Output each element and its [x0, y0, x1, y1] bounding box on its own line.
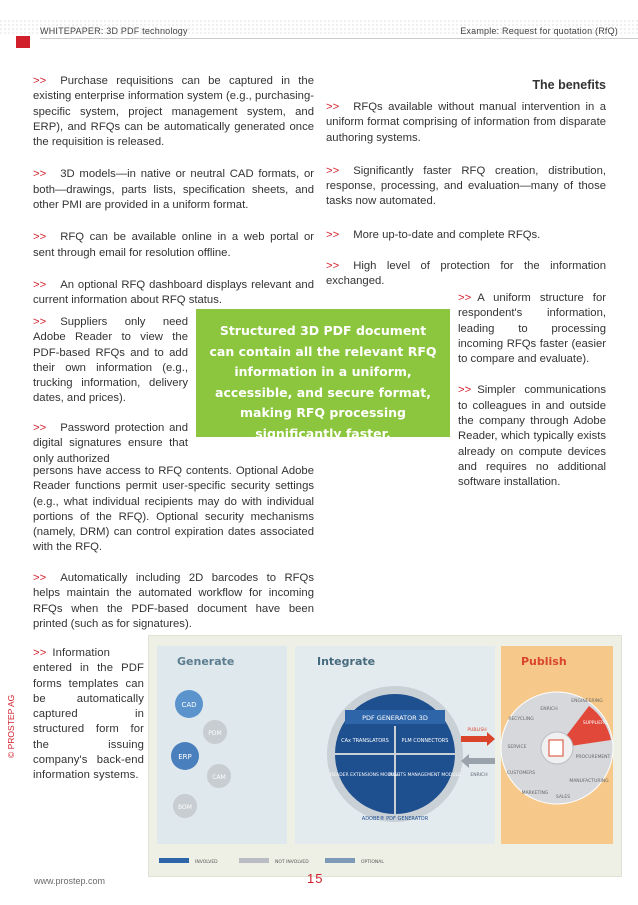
callout-text: Structured 3D PDF document can contain all the relevant RFQ information in a uniform, accessible, and secure format, making RFQ processing significantly faster.	[209, 323, 437, 441]
benefits-title: The benefits	[532, 78, 606, 92]
benefit-item: >> More up-to-date and complete RFQs.	[326, 228, 541, 241]
svg-text:PDM: PDM	[208, 730, 222, 737]
legend-not-involved: NOT INVOLVED	[275, 860, 309, 865]
hub-segment: READER EXTENSIONS MODULE	[330, 773, 400, 778]
hub-segment: PLM CONNECTORS	[401, 738, 449, 744]
callout-box	[196, 309, 450, 441]
bullet-paragraph: >> 3D models—in native or neutral CAD formats, or both—drawings, parts lists, specification sheets, and other PMI are provided in a uniform format.	[33, 168, 314, 212]
benefits-section	[326, 78, 606, 290]
publish-segment: SERVICE	[507, 745, 527, 750]
svg-text:BOM: BOM	[178, 804, 192, 811]
copyright-notice: © PROSTEP AG	[6, 694, 16, 758]
svg-text:CAM: CAM	[212, 774, 226, 781]
publish-segment: PROCUREMENT	[575, 755, 611, 760]
legend-involved-swatch	[159, 858, 189, 863]
benefit-item: >> Simpler communications to colleagues in and outside the company through Adobe Reader, which typically exists already on compute devices and requires no additional software installation.	[458, 384, 606, 489]
bullet-paragraph: >> RFQ can be available online in a web portal or sent through email for resolution offline.	[33, 231, 314, 259]
bullet-paragraph: >> Purchase requisitions can be captured in the existing enterprise information system (e.g., purchasing-specific system, project management system, and ERP), and RFQs can be automatically generated once the requisition is released.	[33, 75, 314, 149]
publish-segment: SALES	[555, 795, 571, 800]
benefit-item: >> Significantly faster RFQ creation, distribution, response, processing, and evaluation—many of those tasks now automated.	[326, 164, 606, 208]
legend-involved: INVOLVED	[195, 860, 218, 865]
header-rule	[40, 38, 638, 39]
svg-text:PUBLISH: PUBLISH	[467, 728, 487, 733]
svg-text:ENRICH: ENRICH	[470, 773, 488, 778]
benefit-item: >> High level of protection for the information exchanged.	[326, 260, 606, 288]
publish-segment: ENGINEERING	[571, 699, 603, 704]
benefit-item: >> RFQs available without manual intervention in a uniform format comprising of information from disparate authoring systems.	[326, 101, 606, 144]
header-left: WHITEPAPER: 3D PDF technology	[40, 26, 188, 36]
integrate-title: Integrate	[317, 655, 376, 668]
publish-segment: RECYCLING	[508, 717, 534, 722]
generate-title: Generate	[177, 655, 235, 668]
publish-segment: MANUFACTURING	[569, 779, 609, 784]
left-column	[33, 74, 314, 309]
header-right: Example: Request for quotation (RfQ)	[460, 26, 618, 36]
pdf-document-icon	[549, 740, 563, 756]
legend-optional-swatch	[325, 858, 355, 863]
information-paragraph: >> Information entered in the PDF forms templates can be automatically captured in structured form for the issuing company's back-end information systems.	[33, 647, 144, 782]
right-narrow-column	[458, 291, 606, 491]
svg-text:ERP: ERP	[178, 753, 192, 761]
legend-not-involved-swatch	[239, 858, 269, 863]
benefit-item: >> A uniform structure for respondent's information, leading to processing incoming RFQs faster (easier to compare and evaluate).	[458, 292, 606, 366]
password-paragraph-rest: persons have access to RFQ contents. Optional Adobe Reader functions permit user-specific security settings (e.g., what individual recipients may do with individual portions of the RFQ). Optional security mechanisms (namely, DRM) can control expiration dates associated with the RFQ.	[33, 465, 314, 554]
corner-marker	[16, 36, 30, 48]
suppliers-paragraph: >> Suppliers only need Adobe Reader to view the PDF-based RFQs and to add their own information (e.g., trucking information, delivery dates, and prices).	[33, 316, 188, 405]
hub-segment: CAx TRANSLATORS	[341, 738, 389, 744]
hub-segment: RIGHTS MANAGEMENT MODULE	[389, 773, 461, 778]
publish-title: Publish	[521, 655, 567, 668]
barcode-paragraph: >> Automatically including 2D barcodes to RFQs helps maintain the automated workflow for incoming RFQs when the PDF-based document have been printed (such as for signatures).	[33, 572, 314, 630]
hub-title: PDF GENERATOR 3D	[362, 714, 428, 722]
workflow-diagram	[148, 635, 622, 877]
publish-segment: MARKETING	[521, 791, 549, 796]
workflow-diagram-svg	[149, 636, 621, 876]
publish-segment: ENRICH	[540, 707, 558, 712]
hub-ring-label: ADOBE® PDF GENERATOR	[361, 816, 429, 822]
bullet-paragraph: >> An optional RFQ dashboard displays relevant and current information about RFQ status.	[33, 278, 314, 307]
publish-segment: CUSTOMERS	[506, 771, 536, 776]
legend-optional: OPTIONAL	[361, 860, 384, 865]
svg-text:CAD: CAD	[181, 701, 197, 709]
publish-segment: SUPPLIERS	[582, 721, 608, 726]
footer-url[interactable]: www.prostep.com	[34, 876, 106, 886]
password-paragraph-wrapped: >> Password protection and digital signatures ensure that only authorized	[33, 422, 188, 465]
page-number: 15	[307, 871, 324, 886]
